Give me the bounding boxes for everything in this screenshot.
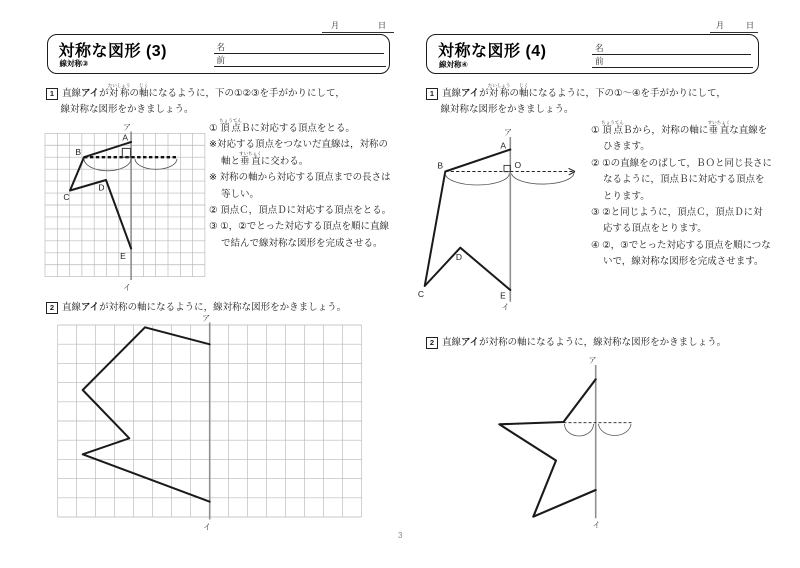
figure2-left [58, 314, 362, 532]
name-label-top-left: 名 [216, 42, 226, 52]
half-star-polygon [499, 379, 595, 516]
name-label-bottom-left: 前 [216, 55, 226, 65]
page-subtitle-left: 線対称③ [59, 59, 89, 68]
day-label: 日 [378, 21, 386, 30]
axis-label-top: ア [588, 356, 597, 365]
point-o-label: O [514, 160, 522, 170]
vertex-label: B [437, 160, 443, 171]
right-angle-mark [122, 148, 130, 157]
problem1-text-line1-right: 直線アイが対称たいしょうの軸じくになるように，下の①〜④を手がかりにして， [442, 83, 726, 99]
axis-label-top: ア [202, 314, 210, 323]
problem-number-badge: 1 [426, 88, 438, 100]
equal-length-arc [565, 424, 594, 436]
step-item: ① 頂点ちょうてんＢに対応する頂点をとる。 [209, 118, 355, 134]
axis-label-bottom: イ [592, 520, 601, 530]
right-angle-mark [504, 165, 510, 171]
figure2-right [499, 356, 632, 530]
vertex-label: B [75, 147, 81, 157]
half-polygon [425, 150, 511, 291]
step-item: ④ ②，③でとった対応する頂点を順につないで，線対称な図形を完成させます。 [591, 239, 771, 268]
vertex-label: A [122, 132, 128, 143]
step-item: ※対応する頂点をつないだ直線は，対称の軸と垂直すいちょくに交わる。 [209, 139, 388, 167]
figure1-right [418, 128, 575, 312]
problem-number-badge: 2 [46, 302, 58, 314]
problem-number-badge: 2 [426, 337, 438, 349]
vertex-label: E [120, 251, 126, 261]
step-item: ③ ①，②でとった対応する頂点を順に直線で結んで線対称な図形を完成させる。 [209, 221, 389, 249]
vertex-label: C [63, 192, 70, 202]
axis-label-top: ア [123, 123, 131, 132]
vertex-label: D [98, 182, 105, 193]
problem1-text-line1-left: 直線アイが対称たいしょうの軸じくになるように，下の①②③を手がかりにして， [62, 83, 345, 99]
month-label: 月 [331, 21, 339, 30]
problem2-text-right: 直線アイが対称の軸になるように，線対称な図形をかきましょう。 [442, 337, 727, 348]
vertex-label: C [417, 289, 425, 299]
page-subtitle-right: 線対称④ [439, 59, 468, 69]
vertex-label: D [455, 252, 463, 262]
problem2-text-left: 直線アイが対称の軸になるように，線対称な図形をかきましょう。 [62, 302, 347, 313]
name-label-top-right: 名 [595, 43, 604, 53]
vertex-label: A [500, 140, 506, 151]
step-item: ③ ②と同じように，頂点Ｃ，頂点Ｄに対応する頂点をとります。 [591, 207, 763, 235]
axis-label-top: ア [504, 128, 512, 137]
figure1-left [45, 123, 205, 292]
step-item: ① 頂点ちょうてんＢから，対称の軸に垂直すいちょくな直線をひきます。 [591, 120, 768, 153]
name-label-bottom-right: 前 [595, 56, 604, 66]
step-item: ② 頂点Ｃ，頂点Ｄに対応する頂点をとる。 [209, 205, 392, 217]
equal-length-arc [512, 173, 575, 185]
axis-label-bottom: イ [123, 283, 131, 292]
vertex-label: E [500, 290, 506, 301]
page-title-left: 対称な図形 (3) [58, 42, 168, 60]
equal-length-arc [599, 424, 632, 436]
axis-label-bottom: イ [501, 302, 510, 312]
equal-length-arc [445, 174, 509, 186]
page-title-right: 対称な図形 (4) [438, 43, 547, 60]
axis-label-bottom: イ [203, 522, 211, 532]
problem1-text-line2-left: 線対称な図形をかきましょう。 [60, 104, 194, 115]
problem-number-badge: 1 [46, 88, 58, 100]
problem1-text-line2-right: 線対称な図形をかきましょう。 [440, 104, 574, 115]
step-item: ※ 対称の軸から対応する頂点までの長さは等しい。 [209, 172, 391, 200]
step-item: ② ①の直線をのばして，ＢＯと同じ長さになるように，頂点Ｂに対応する頂点をとります。 [591, 157, 772, 202]
day-label: 日 [746, 21, 754, 30]
page-number: 3 [398, 531, 403, 540]
month-label: 月 [716, 21, 724, 30]
